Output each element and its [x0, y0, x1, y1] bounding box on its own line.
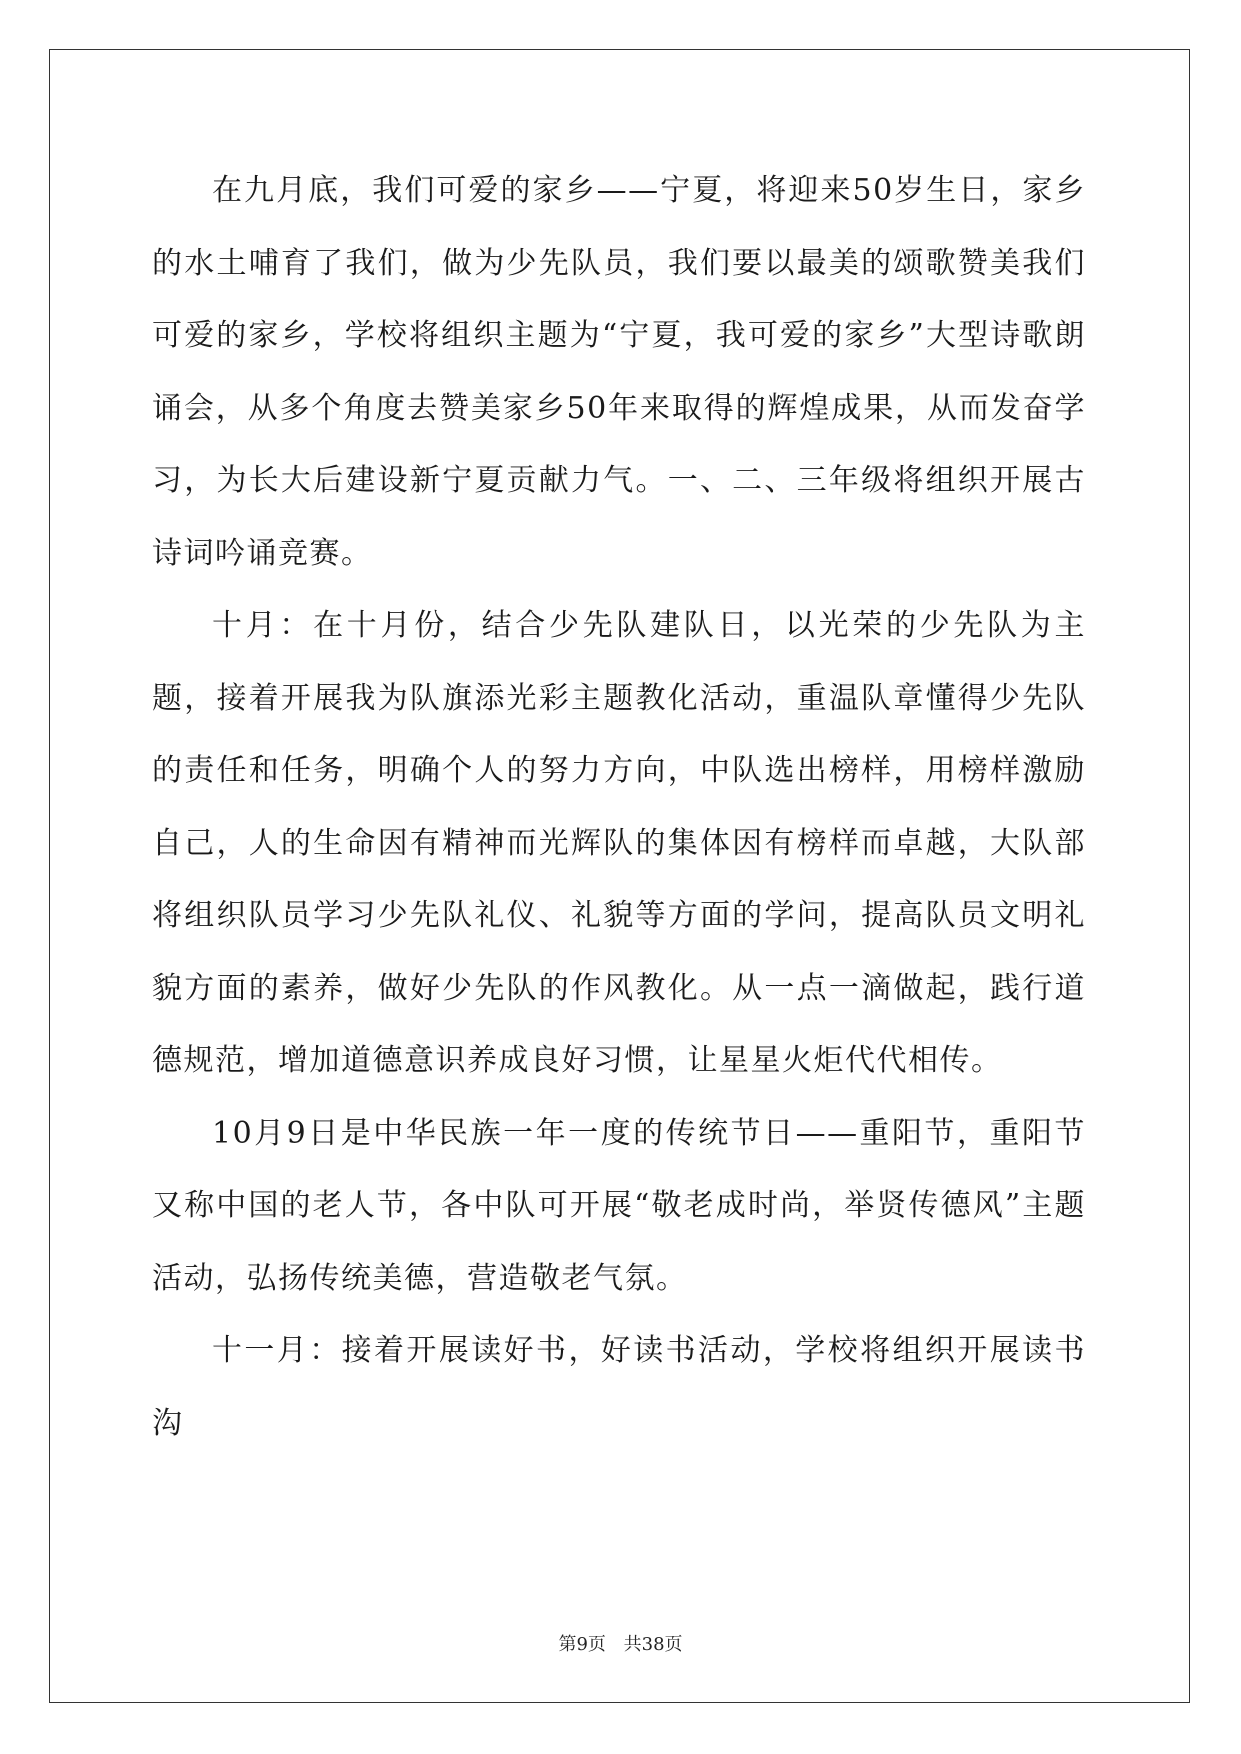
paragraph-october: 十月：在十月份，结合少先队建队日，以光荣的少先队为主题，接着开展我为队旗添光彩主题教化活动，重温队章懂得少先队的责任和任务，明确个人的努力方向，中队选出榜样，用榜样激励自己，人的生命因有精神而光辉队的集体因有榜样而卓越，大队部将组织队员学习少先队礼仪、礼貌等方面的学问，提高队员文明礼貌方面的素养，做好少先队的作风教化。从一点一滴做起，践行道德规范，增加道德意识养成良好习惯，让星星火炬代代相传。 [152, 608, 1086, 1078]
paragraph-september: 在九月底，我们可爱的家乡——宁夏，将迎来50岁生日，家乡的水土哺育了我们，做为少先队员，我们要以最美的颂歌赞美我们可爱的家乡，学校将组织主题为“宁夏，我可爱的家乡”大型诗歌朗诵会，从多个角度去赞美家乡50年来取得的辉煌成果，从而发奋学习，为长大后建设新宁夏贡献力气。一、二、三年级将组织开展古诗词吟诵竞赛。 [152, 173, 1086, 571]
paragraph-chongyang: 10月9日是中华民族一年一度的传统节日——重阳节，重阳节又称中国的老人节，各中队可开展“敬老成时尚，举贤传德风”主题活动，弘扬传统美德，营造敬老气氛。 [152, 1115, 1086, 1296]
paragraph-november: 十一月：接着开展读好书，好读书活动，学校将组织开展读书沟 [152, 1333, 1086, 1441]
page-total: 共38页 [623, 1634, 683, 1655]
page-number: 第9页 [558, 1634, 606, 1655]
page-footer [0, 1630, 1241, 1656]
document-body [152, 155, 1086, 1460]
